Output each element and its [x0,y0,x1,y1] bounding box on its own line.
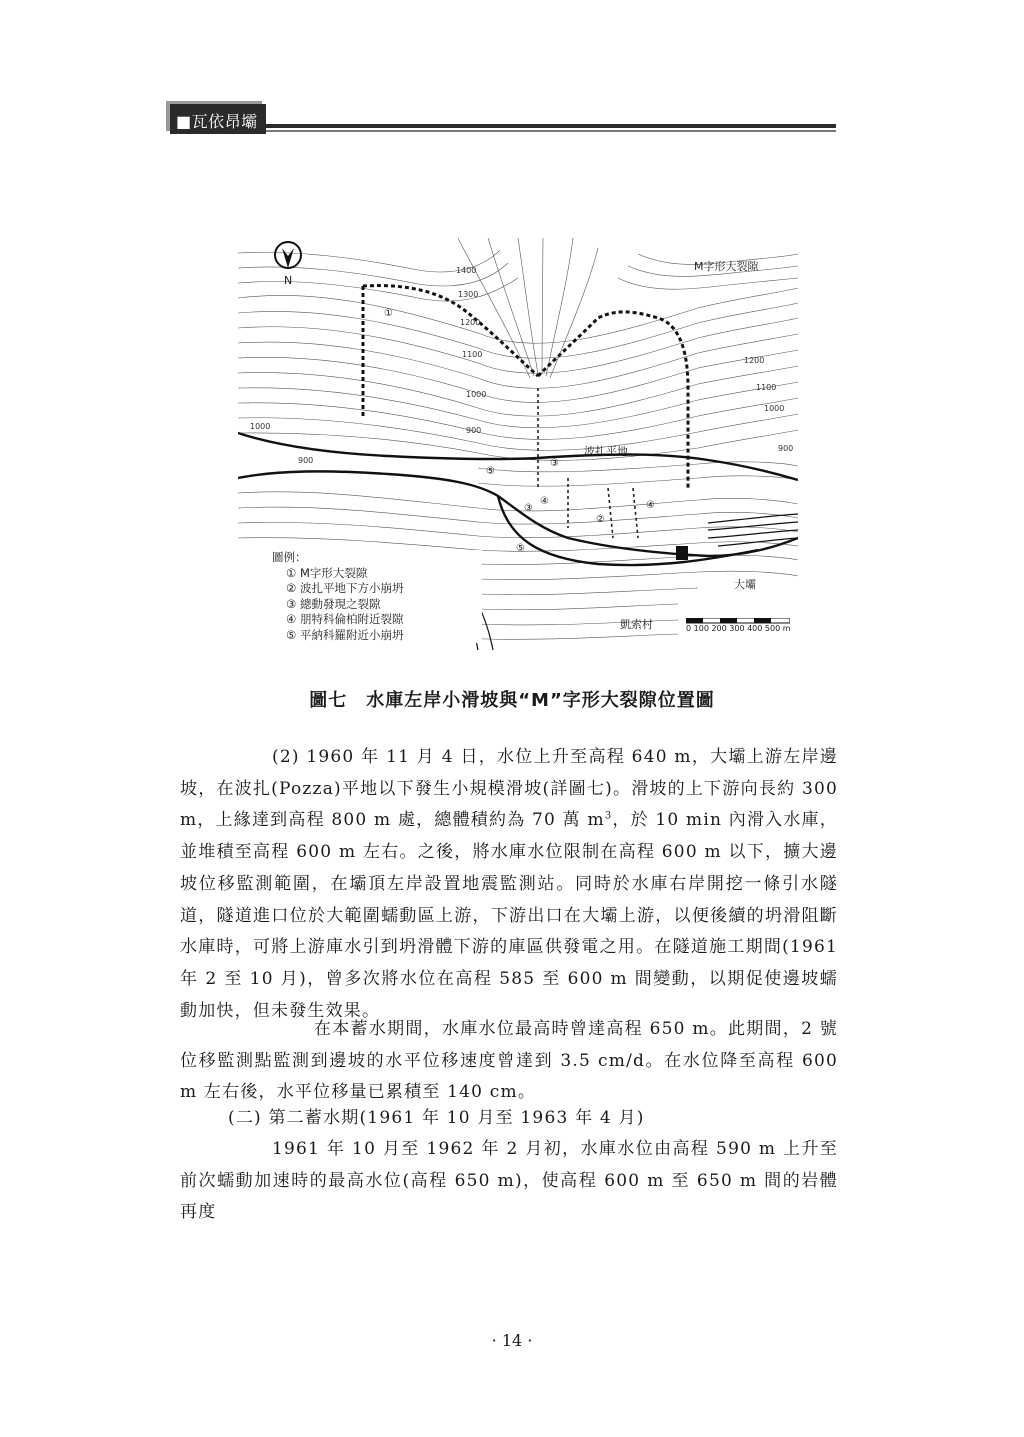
contour-label: 1400 [456,266,477,275]
crack-label: M字形大裂隙 [694,260,759,273]
scale-label: 0 100 200 300 400 500 m [686,624,791,633]
legend-title: 圖例： [272,550,307,564]
legend-item: ① M字形大裂隙 [286,565,368,580]
legend-item: ⑤ 平納科羅附近小崩坍 [286,627,404,642]
site-marker: ④ [540,496,549,507]
figure-caption: 圖七 水庫左岸小滑坡與“M”字形大裂隙位置圖 [309,690,715,711]
contour-label: 1300 [458,290,479,299]
site-marker: ③ [550,458,559,469]
contour-label: 1100 [756,383,777,392]
site-marker: ⑤ [486,466,495,477]
contour-label: 1200 [460,318,481,327]
paragraph [180,742,838,1027]
site-marker: ② [596,514,605,525]
section-heading: (二) 第二蓄水期(1961 年 10 月至 1963 年 4 月) [228,1108,645,1128]
contour-label: 1200 [744,356,765,365]
page-number: · 14 · [491,1331,533,1350]
legend-item: ③ 總動發現之裂隙 [286,596,381,611]
village-label: 凱索村 [620,618,653,631]
header-rule-thin [266,130,836,132]
contour-label: 1000 [250,422,271,431]
contour-label: 1000 [466,390,487,399]
contour-label: 1000 [764,404,785,413]
dam-label: 大壩 [734,578,756,591]
superscript: 3 [604,810,613,822]
map-legend [272,550,482,643]
paragraph-text: ，於 10 min 內滑入水庫，並堆積至高程 600 m 左右。之後，將水庫水位限制在高程 600 m 以下，擴大邊坡位移監測範圍，在壩頂左岸設置地震監測站。同時於水庫右岸開挖一條引水隧道，隧道進口位於大範圍蠕動區上游，下游出口在大壩上游，以便後續的坍滑阻斷水庫時，可將上游庫水引到坍滑體下游的庫區供發電之用。在隧道施工期間(1961 年 2 至 10 月)，曾多次將水位在高程 585 至 600 m 間變動，以期促使邊坡蠕動加快，但未發生效果。 [180,810,838,1021]
legend-item: ④ 朋特科倫柏附近裂隙 [286,612,404,626]
contour-label: 900 [298,456,314,465]
site-marker: ③ [524,503,533,514]
north-label: N [284,274,293,287]
site-marker: ① [384,308,393,319]
running-header-title: ■瓦依昂壩 [176,112,258,131]
pozza-label: 波扎平地 [584,445,628,458]
contour-label: 1100 [462,350,483,359]
running-header-tab [170,104,266,134]
site-marker: ④ [646,500,655,511]
paragraph-text: (2) 1960 年 11 月 4 日，水位上升至高程 640 m，大壩上游左岸邊坡，在波扎(Pozza)平地以下發生小規模滑坡(詳圖七)。滑坡的上下游向長約 300 m，上緣達到高程 800 m 處，總體積約為 70 萬 m [180,747,838,831]
legend-item: ② 波扎平地下方小崩坍 [286,581,404,595]
figure-map [238,238,798,650]
header-rule [266,124,836,128]
paragraph: 在本蓄水期間，水庫水位最高時曾達高程 650 m。此期間，2 號位移監測點監測到邊坡的水平位移速度曾達到 3.5 cm/d。在水位降至高程 600 m 左右後，水平位移量已累積至 140 cm。 [180,1019,838,1103]
site-marker: ⑤ [516,543,525,554]
contour-label: 900 [466,426,482,435]
contour-label: 900 [778,444,794,453]
paragraph: 1961 年 10 月至 1962 年 2 月初，水庫水位由高程 590 m 上升至前次蠕動加速時的最高水位(高程 650 m)，使高程 600 m 至 650 m 間的岩體再度 [180,1139,838,1223]
